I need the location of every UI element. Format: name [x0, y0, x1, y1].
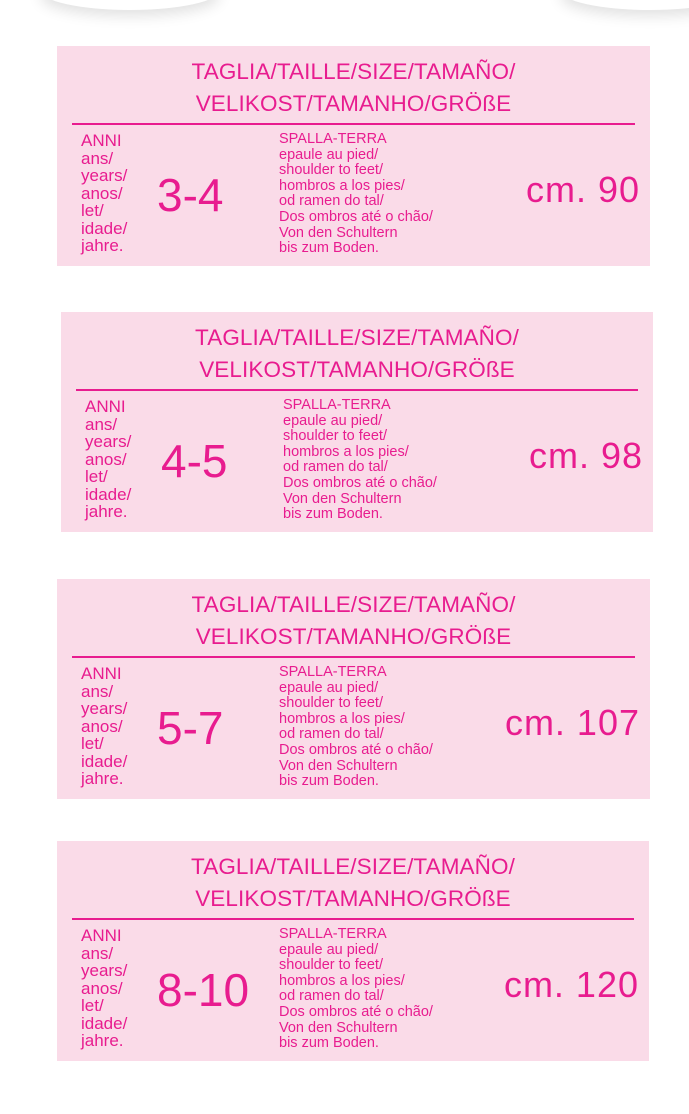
- title-divider: [72, 656, 635, 658]
- age-label: anos/: [81, 183, 123, 203]
- age-label-list: [81, 132, 127, 255]
- age-label: let/: [81, 734, 104, 753]
- size-card-title-line1: TAGLIA/TAILLE/SIZE/TAMAÑO/: [195, 325, 519, 350]
- age-label: let/: [85, 467, 108, 486]
- measurement-label: Dos ombros até o chão/: [279, 741, 433, 758]
- size-card-title-line2: VELIKOST/TAMANHO/GRÖßE: [195, 624, 512, 649]
- age-label: ANNI: [81, 131, 122, 150]
- measurement-label: bis zum Boden.: [279, 240, 379, 257]
- measurement-label: bis zum Boden.: [279, 1035, 379, 1052]
- measurement-label: shoulder to feet/: [283, 428, 387, 445]
- age-label: jahre.: [85, 502, 128, 521]
- size-card-4: [57, 841, 649, 1061]
- age-label: ANNI: [81, 926, 122, 945]
- age-label: years/: [81, 699, 128, 718]
- size-card-title-line2: VELIKOST/TAMANHO/GRÖßE: [195, 91, 512, 116]
- measurement-label: SPALLA-TERRA: [279, 131, 387, 147]
- measurement-label: Dos ombros até o chão/: [279, 1003, 433, 1020]
- age-label: ans/: [85, 414, 118, 434]
- measurement-label: od ramen do tal/: [279, 193, 384, 210]
- size-card-title-line1: TAGLIA/TAILLE/SIZE/TAMAÑO/: [191, 592, 516, 617]
- title-divider: [76, 389, 638, 391]
- measurement-label: shoulder to feet/: [279, 695, 383, 712]
- length-value: cm. 107: [504, 702, 640, 743]
- size-card-title-line2: VELIKOST/TAMANHO/GRÖßE: [199, 357, 515, 382]
- measurement-label: Von den Schultern: [279, 224, 398, 241]
- measurement-label-list: [279, 132, 433, 257]
- size-card-title-line2: VELIKOST/TAMANHO/GRÖßE: [195, 886, 511, 911]
- measurement-label: epaule au pied/: [279, 941, 379, 958]
- age-label: let/: [81, 996, 104, 1015]
- age-label: ANNI: [85, 397, 126, 416]
- measurement-label: hombros a los pies/: [279, 972, 405, 989]
- age-label: anos/: [81, 978, 123, 998]
- age-label: idade/: [81, 751, 128, 771]
- length-value: cm. 90: [525, 169, 640, 210]
- age-label-list: [85, 398, 131, 521]
- title-divider: [72, 918, 634, 920]
- title-divider: [72, 123, 635, 125]
- age-label: idade/: [85, 484, 132, 504]
- measurement-label: Von den Schultern: [279, 757, 398, 774]
- age-label: let/: [81, 201, 104, 220]
- age-range: 8-10: [157, 964, 250, 1016]
- measurement-label: hombros a los pies/: [279, 177, 405, 194]
- size-card-title-line1: TAGLIA/TAILLE/SIZE/TAMAÑO/: [191, 59, 516, 84]
- size-card-title: [57, 589, 650, 653]
- measurement-label: epaule au pied/: [279, 146, 379, 163]
- measurement-label: od ramen do tal/: [283, 459, 388, 476]
- age-label-list: [81, 927, 127, 1050]
- measurement-label: SPALLA-TERRA: [279, 926, 387, 942]
- size-card-title-line1: TAGLIA/TAILLE/SIZE/TAMAÑO/: [191, 854, 515, 879]
- size-card-title: [57, 56, 650, 120]
- measurement-label: hombros a los pies/: [283, 443, 409, 460]
- age-label: years/: [81, 961, 128, 980]
- age-label: jahre.: [81, 1031, 124, 1050]
- measurement-label: Dos ombros até o chão/: [283, 474, 437, 491]
- measurement-label: bis zum Boden.: [279, 773, 379, 790]
- age-label: years/: [85, 432, 132, 451]
- measurement-label-list: [279, 665, 433, 790]
- age-range: 4-5: [161, 435, 228, 487]
- top-left-shadow: [40, 0, 220, 10]
- length-value: cm. 120: [503, 964, 639, 1005]
- age-label: ANNI: [81, 664, 122, 683]
- measurement-label: SPALLA-TERRA: [279, 664, 387, 680]
- measurement-label: shoulder to feet/: [279, 162, 383, 179]
- age-label: years/: [81, 166, 128, 185]
- size-card-1: [57, 46, 650, 266]
- measurement-label: bis zum Boden.: [283, 506, 383, 523]
- measurement-label: od ramen do tal/: [279, 726, 384, 743]
- age-label: idade/: [81, 218, 128, 238]
- measurement-label-list: [283, 398, 437, 523]
- size-card-title: [57, 851, 649, 915]
- measurement-label: Dos ombros até o chão/: [279, 208, 433, 225]
- length-value: cm. 98: [528, 435, 643, 476]
- age-label: jahre.: [81, 236, 124, 255]
- measurement-label: Von den Schultern: [283, 490, 402, 507]
- age-label: anos/: [81, 716, 123, 736]
- measurement-label: shoulder to feet/: [279, 957, 383, 974]
- age-label: ans/: [81, 943, 114, 963]
- age-label: ans/: [81, 681, 114, 701]
- age-range: 5-7: [157, 702, 224, 754]
- size-card-2: [61, 312, 653, 532]
- measurement-label-list: [279, 927, 433, 1052]
- measurement-label: Von den Schultern: [279, 1019, 398, 1036]
- top-right-shadow: [560, 0, 689, 10]
- measurement-label: od ramen do tal/: [279, 988, 384, 1005]
- measurement-label: hombros a los pies/: [279, 710, 405, 727]
- age-range: 3-4: [157, 169, 224, 221]
- age-label-list: [81, 665, 127, 788]
- measurement-label: epaule au pied/: [283, 412, 383, 429]
- age-label: idade/: [81, 1013, 128, 1033]
- age-label: jahre.: [81, 769, 124, 788]
- age-label: ans/: [81, 148, 114, 168]
- measurement-label: SPALLA-TERRA: [283, 397, 391, 413]
- measurement-label: epaule au pied/: [279, 679, 379, 696]
- age-label: anos/: [85, 449, 127, 469]
- size-card-3: [57, 579, 650, 799]
- size-card-title: [61, 322, 653, 386]
